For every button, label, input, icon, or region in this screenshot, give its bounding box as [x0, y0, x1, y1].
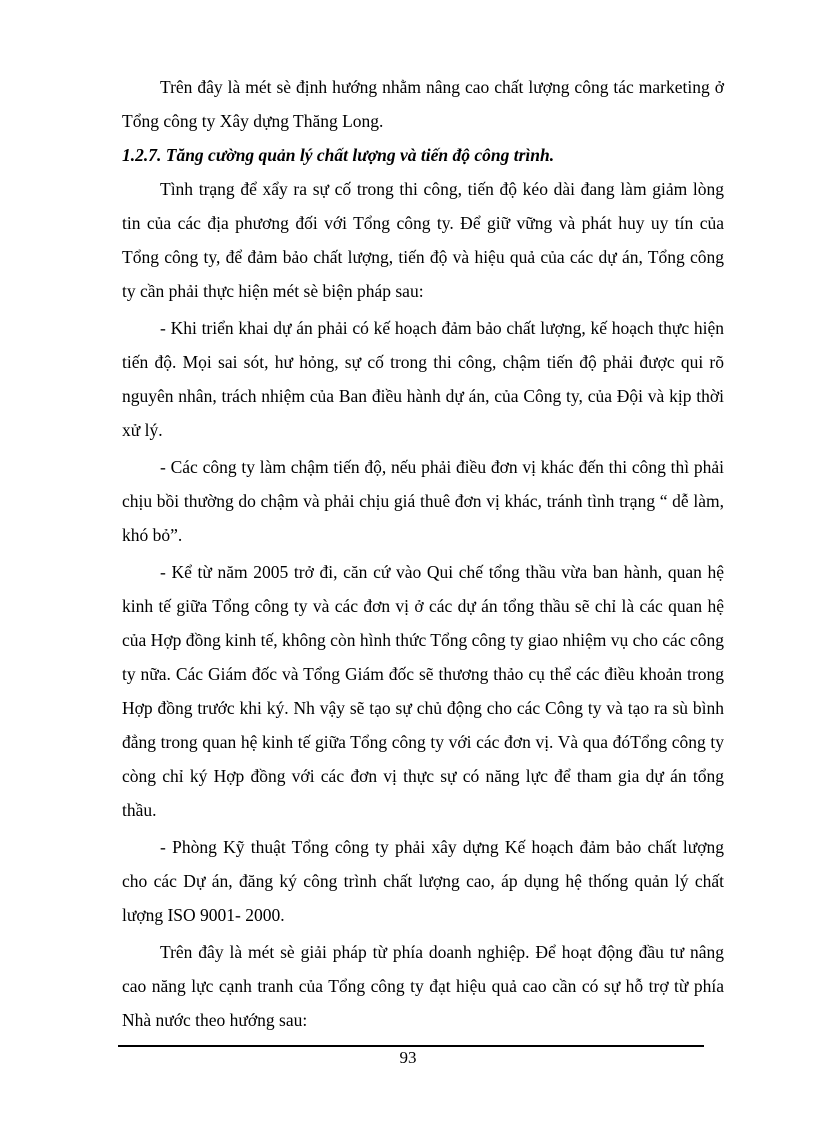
intro-paragraph: Trên đây là mét sè định hướng nhằm nâng cao chất lượng công tác marketing ở Tổng công ty Xây dựng Thăng Long. — [122, 77, 724, 131]
measure-paragraph: - Khi triển khai dự án phải có kế hoạch đảm bảo chất lượng, kế hoạch thực hiện tiến độ. Mọi sai sót, hư hỏng, sự cố trong thi công, chậm tiến độ phải được qui rõ nguyên nhân, trách nhiệm của Ban điều hành dự án, của Công ty, của Đội và kịp thời xử lý. — [122, 318, 724, 440]
measure-paragraph: - Phòng Kỹ thuật Tổng công ty phải xây dựng Kế hoạch đảm bảo chất lượng cho các Dự án, đăng ký công trình chất lượng cao, áp dụng hệ thống quản lý chất lượng ISO 9001- 2000. — [122, 837, 724, 925]
document-body — [122, 70, 724, 1040]
section-heading: 1.2.7. Tăng cường quản lý chất lượng và tiến độ công trình. — [122, 145, 555, 165]
closing-paragraph: Trên đây là mét sè giải pháp từ phía doanh nghiệp. Để hoạt động đầu tư nâng cao năng lực cạnh tranh của Tổng công ty đạt hiệu quả cao cần có sự hỗ trợ từ phía Nhà nước theo hướng sau: — [122, 942, 724, 1030]
measure-paragraph: - Các công ty làm chậm tiến độ, nếu phải điều đơn vị khác đến thi công thì phải chịu bồi thường do chậm và phải chịu giá thuê đơn vị khác, tránh tình trạng “ dễ làm, khó bỏ”. — [122, 457, 724, 545]
measure-paragraph: - Kể từ năm 2005 trở đi, căn cứ vào Qui chế tổng thầu vừa ban hành, quan hệ kinh tế giữa Tổng công ty và các đơn vị ở các dự án tổng thầu sẽ chỉ là các quan hệ của Hợp đồng kinh tế, không còn hình thức Tổng công ty giao nhiệm vụ cho các công ty nữa. Các Giám đốc và Tổng Giám đốc sẽ thương thảo cụ thể các điều khoản trong Hợp đồng trước khi ký. Nh vậy sẽ tạo sự chủ động cho các Công ty và tạo ra sù bình đẳng trong quan hệ kinh tế giữa Tổng công ty với các đơn vị. Và qua đóTổng công ty còng chỉ ký Hợp đồng với các đơn vị thực sự có năng lực để tham gia dự án tổng thầu. — [122, 562, 724, 820]
body-paragraph: Tình trạng để xẩy ra sự cố trong thi công, tiến độ kéo dài đang làm giảm lòng tin của các địa phương đối với Tổng công ty. Để giữ vững và phát huy uy tín của Tổng công ty, để đảm bảo chất lượng, tiến độ và hiệu quả của các dự án, Tổng công ty cần phải thực hiện mét sè biện pháp sau: — [122, 179, 724, 301]
page-number: 93 — [399, 1048, 417, 1067]
